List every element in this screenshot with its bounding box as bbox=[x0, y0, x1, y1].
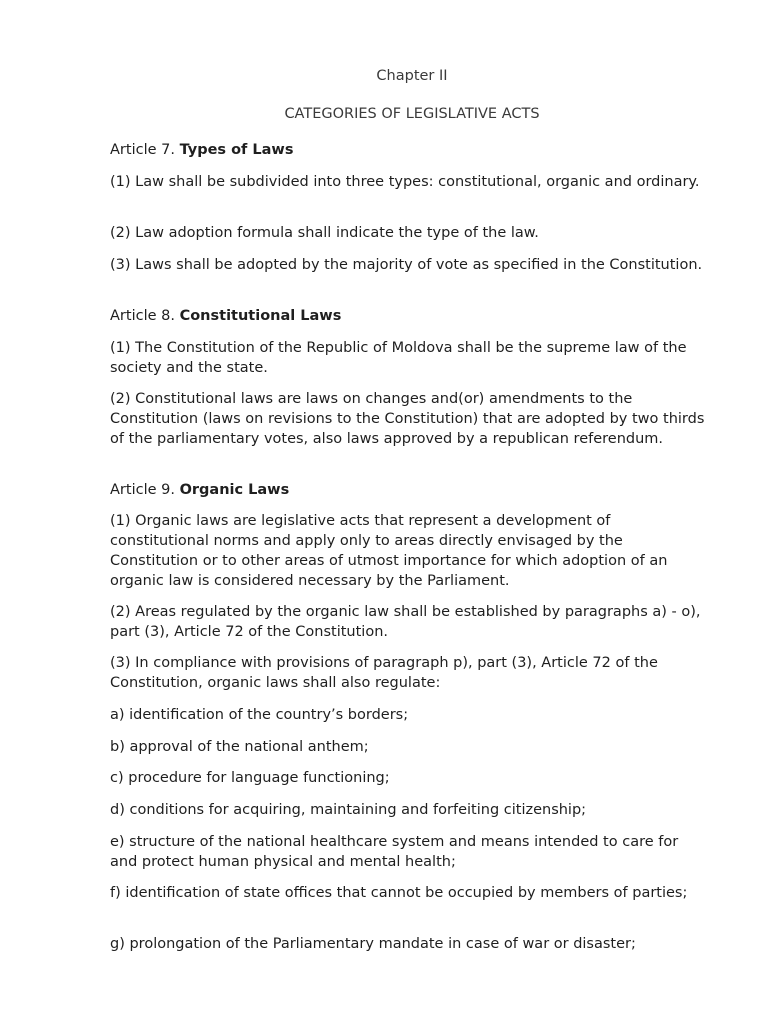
list-item: d) conditions for acquiring, maintaining and forfeiting citizenship; bbox=[110, 802, 587, 818]
article-8-heading bbox=[110, 306, 710, 326]
article-9-heading bbox=[110, 480, 710, 500]
list-item: f) identification of state offices that cannot be occupied by members of parties; bbox=[110, 885, 688, 901]
list-item: b) approval of the national anthem; bbox=[110, 739, 369, 755]
list-item: g) prolongation of the Parliamentary mandate in case of war or disaster; bbox=[110, 936, 636, 952]
paragraph: (3) In compliance with provisions of paragraph p), part (3), Article 72 of the Constitution, organic laws shall also regulate: bbox=[110, 655, 658, 691]
article-title: Constitutional Laws bbox=[179, 308, 342, 324]
article-label: Article 8. bbox=[110, 308, 175, 324]
paragraph: (2) Law adoption formula shall indicate the type of the law. bbox=[110, 225, 539, 241]
chapter-title: Chapter II bbox=[376, 68, 448, 84]
article-7-heading bbox=[110, 140, 710, 160]
article-title: Organic Laws bbox=[179, 482, 290, 498]
list-item: e) structure of the national healthcare system and means intended to care for and protect human physical and mental health; bbox=[110, 834, 679, 870]
paragraph: (2) Areas regulated by the organic law shall be established by paragraphs a) - o), part (3), Article 72 of the Constitution. bbox=[110, 604, 701, 640]
chapter-heading: CATEGORIES OF LEGISLATIVE ACTS bbox=[284, 106, 540, 122]
paragraph: (1) Organic laws are legislative acts that represent a development of constitutional norms and apply only to areas directly envisaged by the Constitution or to other areas of utmost importance for which adoption of an organic law is considered necessary by the Parliament. bbox=[110, 513, 668, 589]
paragraph: (2) Constitutional laws are laws on changes and(or) amendments to the Constitution (laws on revisions to the Constitution) that are adopted by two thirds of the parliamentary votes, also laws approved by a republican referendum. bbox=[110, 391, 705, 447]
paragraph: (3) Laws shall be adopted by the majority of vote as specified in the Constitution. bbox=[110, 257, 703, 273]
article-label: Article 9. bbox=[110, 482, 175, 498]
article-title: Types of Laws bbox=[179, 142, 294, 158]
list-item: c) procedure for language functioning; bbox=[110, 770, 390, 786]
article-label: Article 7. bbox=[110, 142, 175, 158]
paragraph: (1) The Constitution of the Republic of Moldova shall be the supreme law of the society and the state. bbox=[110, 340, 687, 376]
paragraph: (1) Law shall be subdivided into three types: constitutional, organic and ordinary. bbox=[110, 174, 700, 190]
list-item: a) identification of the country’s borders; bbox=[110, 707, 409, 723]
